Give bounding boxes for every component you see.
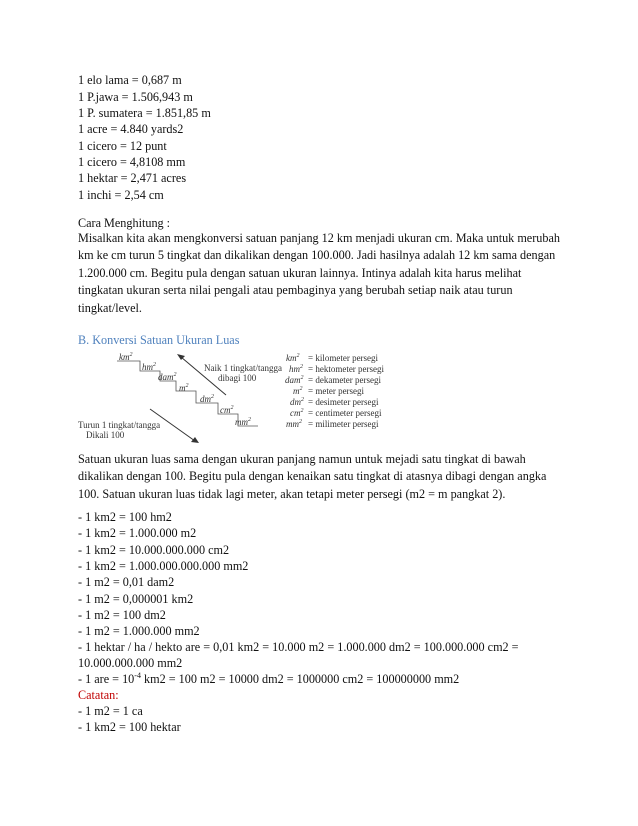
- step-dm: $dm^2$: [200, 394, 214, 404]
- catatan-item: - 1 m2 = 1 ca: [78, 704, 143, 718]
- are-prefix: - 1 are = 10: [78, 672, 135, 686]
- up-label-2: dibagi 100: [218, 373, 257, 383]
- list-item: - 1 km2 = 1.000.000.000.000 mm2: [78, 559, 249, 573]
- conversion-line: 1 cicero = 4,8108 mm: [78, 155, 186, 169]
- conversion-line: 1 P.jawa = 1.506,943 m: [78, 90, 193, 104]
- conversion-line: 1 P. sumatera = 1.851,85 m: [78, 106, 211, 120]
- step-cm: $cm^2$: [220, 405, 234, 415]
- conversion-line: 1 cicero = 12 punt: [78, 139, 167, 153]
- hektar-line-continued: 10.000.000.000 mm2: [78, 656, 183, 670]
- section-b-heading: B. Konversi Satuan Ukuran Luas: [78, 333, 240, 347]
- list-item: - 1 km2 = 10.000.000.000 cm2: [78, 543, 230, 557]
- legend-unit: $m^2$: [293, 386, 303, 396]
- conversion-line: 1 elo lama = 0,687 m: [78, 73, 182, 87]
- legend-desc: = hektometer persegi: [308, 364, 385, 374]
- legend-desc: = milimeter persegi: [308, 419, 379, 429]
- step-hm: $hm^2$: [142, 362, 156, 372]
- legend-unit: $hm^2$: [289, 364, 303, 374]
- cara-paragraph: Misalkan kita akan mengkonversi satuan panjang 12 km menjadi ukuran cm. Maka untuk merubah km ke cm turun 5 tingkat dan dikalikan dengan 100.000. Jadi hasilnya adalah 12 km sama dengan 1.200.000 cm. Begitu pula dengan satuan ukuran lainnya. Intinya adalah kita harus melihat tingkatan ukuran serta nilai pengali atau pembaginya yang berubah setiap naik atau turun tingkat/level.: [78, 231, 560, 315]
- cara-title: Cara Menghitung :: [78, 216, 171, 230]
- conversion-line: 1 hektar = 2,471 acres: [78, 171, 187, 185]
- step-km: $km^2$: [119, 352, 133, 362]
- list-item: - 1 km2 = 100 hm2: [78, 510, 172, 524]
- list-item: - 1 m2 = 0,01 dam2: [78, 575, 175, 589]
- are-exponent: -4: [134, 670, 141, 680]
- legend-unit: $dm^2$: [290, 397, 304, 407]
- unit-legend: [285, 353, 385, 429]
- list-item: - 1 m2 = 100 dm2: [78, 608, 166, 622]
- list-item: - 1 m2 = 1.000.000 mm2: [78, 624, 200, 638]
- legend-desc: = dekameter persegi: [308, 375, 382, 385]
- catatan-item: - 1 km2 = 100 hektar: [78, 720, 181, 734]
- hektar-line: - 1 hektar / ha / hekto are = 0,01 km2 = 10.000 m2 = 1.000.000 dm2 = 100.000.000 cm2 =: [78, 640, 519, 654]
- list-item: - 1 km2 = 1.000.000 m2: [78, 526, 197, 540]
- legend-desc: = meter persegi: [308, 386, 365, 396]
- legend-desc: = centimeter persegi: [308, 408, 382, 418]
- catatan-heading: Catatan:: [78, 688, 119, 702]
- step-mm: $mm^2$: [235, 417, 251, 427]
- down-label-1: Turun 1 tingkat/tangga: [78, 420, 161, 430]
- up-label-1: Naik 1 tingkat/tangga: [204, 363, 282, 373]
- list-item: - 1 m2 = 0,000001 km2: [78, 592, 194, 606]
- section-b-paragraph: Satuan ukuran luas sama dengan ukuran panjang namun untuk mejadi satu tingkat di bawah dikalikan dengan 100. Begitu pula dengan kenaikan satu tingkat di atasnya dibagi dengan angka 100. Satuan ukuran luas tidak lagi meter, akan tetapi meter persegi (m2 = m pangkat 2).: [78, 452, 547, 501]
- legend-desc: = desimeter persegi: [308, 397, 379, 407]
- area-unit-staircase-diagram: [78, 351, 548, 443]
- step-m: $m^2$: [179, 383, 189, 393]
- are-suffix: km2 = 100 m2 = 10000 dm2 = 1000000 cm2 = 100000000 mm2: [140, 672, 460, 686]
- are-line: [78, 672, 459, 686]
- conversion-line: 1 inchi = 2,54 cm: [78, 188, 164, 202]
- step-dam: dam$^2$: [158, 372, 177, 382]
- conversion-line: 1 acre = 4.840 yards2: [78, 122, 184, 136]
- legend-unit: $cm^2$: [290, 408, 304, 418]
- legend-unit: dam$^2$: [285, 375, 304, 385]
- down-label-2: Dikali 100: [86, 430, 125, 440]
- legend-unit: $mm^2$: [286, 419, 302, 429]
- legend-desc: = kilometer persegi: [308, 353, 379, 363]
- legend-unit: $km^2$: [286, 353, 300, 363]
